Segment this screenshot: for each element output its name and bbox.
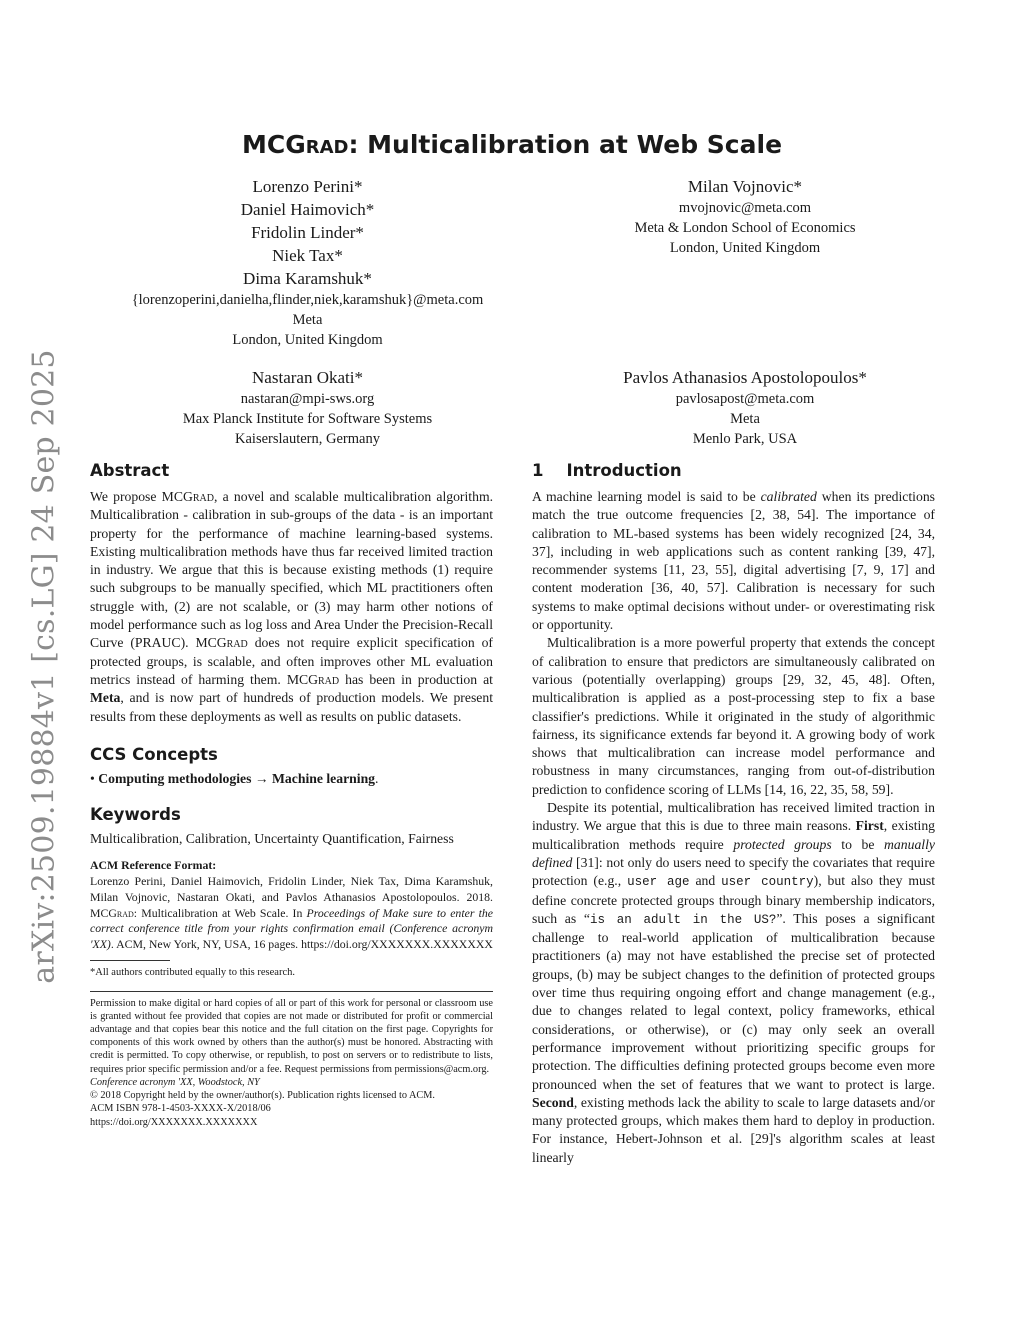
footnote-rule xyxy=(90,960,170,961)
introduction-heading: 1 Introduction xyxy=(532,461,682,480)
paper-title xyxy=(0,130,1024,159)
author-email: nastaran@mpi-sws.org xyxy=(240,391,375,407)
ccs-concepts: • Computing methodologies → Machine learning. xyxy=(90,770,379,786)
abstract-text: We propose MCGrad, a novel and scalable multicalibration algorithm. Multicalibration - calibration in sub-groups of the data - is an important property for the performance of machine learning-based systems. Existing multicalibration methods have thus far received limited traction in industry. We argue that this is because existing methods (1) require such subgroups to be manually specified, which ML practitioners often struggle with, (2) are not scalable, or (3) may harm other notions of model performance such as log loss and Area Under the Precision-Recall Curve (PRAUC). MCGrad does not require explicit specification of protected groups, is scalable, and often improves other ML evaluation metrics instead of harming them. MCGrad has been in production at Meta, and is now part of hundreds of production models. We present results from these deployments as well as results on public datasets. xyxy=(90,489,494,724)
author-org: Meta xyxy=(730,411,760,427)
author-name: Fridolin Linder* xyxy=(251,223,364,242)
author-location: Menlo Park, USA xyxy=(692,431,798,447)
intro-paragraph-1: A machine learning model is said to be calibrated when its predictions match the true outcome frequencies [2, 38, 54]. The importance of calibration to ML-based systems has been widely recognized [24, 34, 37], including in web applications such as content ranking [39, 47], recommender systems [11, 23, 55], digital advertising [7, 9, 17] and content moderation [36, 40, 57]. Calibration is necessary for such systems to make optimal decisions without under- or overestimating risk or opportunity. xyxy=(532,489,935,633)
keywords-heading: Keywords xyxy=(90,805,181,825)
author-location: London, United Kingdom xyxy=(232,332,383,348)
author-email: {lorenzoperini,danielha,flinder,niek,karamshuk}@meta.com xyxy=(131,292,484,308)
author-email: pavlosapost@meta.com xyxy=(675,391,815,407)
doi-line: https://doi.org/XXXXXXX.XXXXXXX xyxy=(90,1116,258,1128)
author-name: Daniel Haimovich* xyxy=(240,200,375,219)
permission-text: Permission to make digital or hard copies of all or part of this work for personal or classroom use is granted without fee provided that copies are not made or distributed for profit or commercial advantage and that copies bear this notice and the full citation on the first page. Copyrights for components of this work owned by others than the author(s) must be honored. Abstracting with credit is permitted. To copy otherwise, or republish, to post on servers or to redistribute to lists, requires prior specific permission and/or a fee. Request permissions from permissions@acm.org. xyxy=(90,997,493,1075)
author-location: Kaiserslautern, Germany xyxy=(235,431,380,447)
author-name: Milan Vojnovic* xyxy=(687,177,803,196)
author-name: Niek Tax* xyxy=(272,246,343,265)
conference-line: Conference acronym 'XX, Woodstock, NY xyxy=(90,1076,260,1088)
author-group-meta-london xyxy=(95,175,520,350)
author-group-mpi xyxy=(95,366,520,449)
author-name: Nastaran Okati* xyxy=(252,368,363,387)
author-name: Dima Karamshuk* xyxy=(243,269,372,288)
author-name: Pavlos Athanasios Apostolopoulos* xyxy=(623,368,867,387)
intro-paragraph-3: Despite its potential, multicalibration has received limited traction in industry. We argue that this is due to three main reasons. First, existing multicalibration methods require protected groups to be manually defined [31]: not only do users need to specify the covariates that require protection (e.g., user age and user country), but also they must define concrete protected groups through binary membership indicators, such as “is an adult in the US?”. This poses a significant challenge to real-world application of multicalibration because practitioners (a) may not have established the precise set of protected groups, (b) may be subject changes to the definition of protected groups over time thus requiring ongoing effort and change management (e.g., due to changes related to legal context, policy frameworks, ethical considerations, or otherwise), or (c) may only seek an overall performance improvement without prioritizing specific groups for protection. The difficulties defining protected groups become even more pronounced when the set of features that we want to protect is large. Second, existing methods lack the ability to scale to large datasets and/or many protected groups, which makes them hard to deploy in production. For instance, Hebert-Johnson et al. [29]'s algorithm scales at least linearly xyxy=(532,800,936,1165)
intro-paragraph-2: Multicalibration is a more powerful property that extends the concept of calibration to ensure that predictors are simultaneously calibrated on various (potentially overlapping) groups [29, 32, 45, 48]. Often, multicalibration is applied as a post-processing step to fix a base classifier's predictions. While it originated in the study of algorithmic fairness, its significance extends far beyond it. A growing body of work shows that multicalibration can increase model performance and robustness in many circumstances, ranging from out-of-distribution prediction to confidence scoring of LLMs [14, 16, 22, 35, 58, 59]. xyxy=(532,635,935,797)
copyright-line: © 2018 Copyright held by the owner/author(s). Publication rights licensed to ACM. xyxy=(90,1090,436,1102)
permission-block xyxy=(90,997,493,1129)
ccs-heading: CCS Concepts xyxy=(90,744,218,764)
right-column xyxy=(532,460,935,1167)
author-group-meta-lse xyxy=(545,175,945,258)
title-rest: : Multicalibration at Web Scale xyxy=(348,130,783,159)
arxiv-stamp: arXiv:2509.19884v1 [cs.LG] 24 Sep 2025 xyxy=(26,348,62,984)
arxiv-stamp-container xyxy=(24,348,64,984)
acm-reference xyxy=(90,858,493,952)
author-name: Lorenzo Perini* xyxy=(252,177,363,196)
abstract-heading: Abstract xyxy=(90,461,170,480)
author-org: Meta xyxy=(292,312,323,328)
keywords-text: Multicalibration, Calibration, Uncertainty Quantification, Fairness xyxy=(90,831,454,847)
author-group-meta-menlo xyxy=(545,366,945,449)
author-org: Meta & London School of Economics xyxy=(634,220,856,236)
author-org: Max Planck Institute for Software Systems xyxy=(182,411,433,427)
acm-reference-text: Lorenzo Perini, Daniel Haimovich, Fridolin Linder, Niek Tax, Dima Karamshuk, Milan Vojnovic, Nastaran Okati, and Pavlos Athanasios Apostolopoulos. 2018. MCGrad: Multicalibration at Web Scale. In Proceedings of Make sure to enter the correct conference title from your rights confirmation email (Conference acronym 'XX). ACM, New York, NY, USA, 16 pages. https://doi.org/XXXXXXX.XXXXXXX xyxy=(90,874,493,951)
left-column xyxy=(90,460,493,1129)
footnote: *All authors contributed equally to this research. xyxy=(90,966,295,978)
permission-rule xyxy=(90,991,493,992)
isbn-line: ACM ISBN 978-1-4503-XXXX-X/2018/06 xyxy=(90,1103,271,1115)
author-email: mvojnovic@meta.com xyxy=(678,200,812,216)
acm-reference-heading: ACM Reference Format: xyxy=(90,858,217,873)
title-method-name: MCGrad xyxy=(241,130,349,159)
author-location: London, United Kingdom xyxy=(669,240,821,256)
